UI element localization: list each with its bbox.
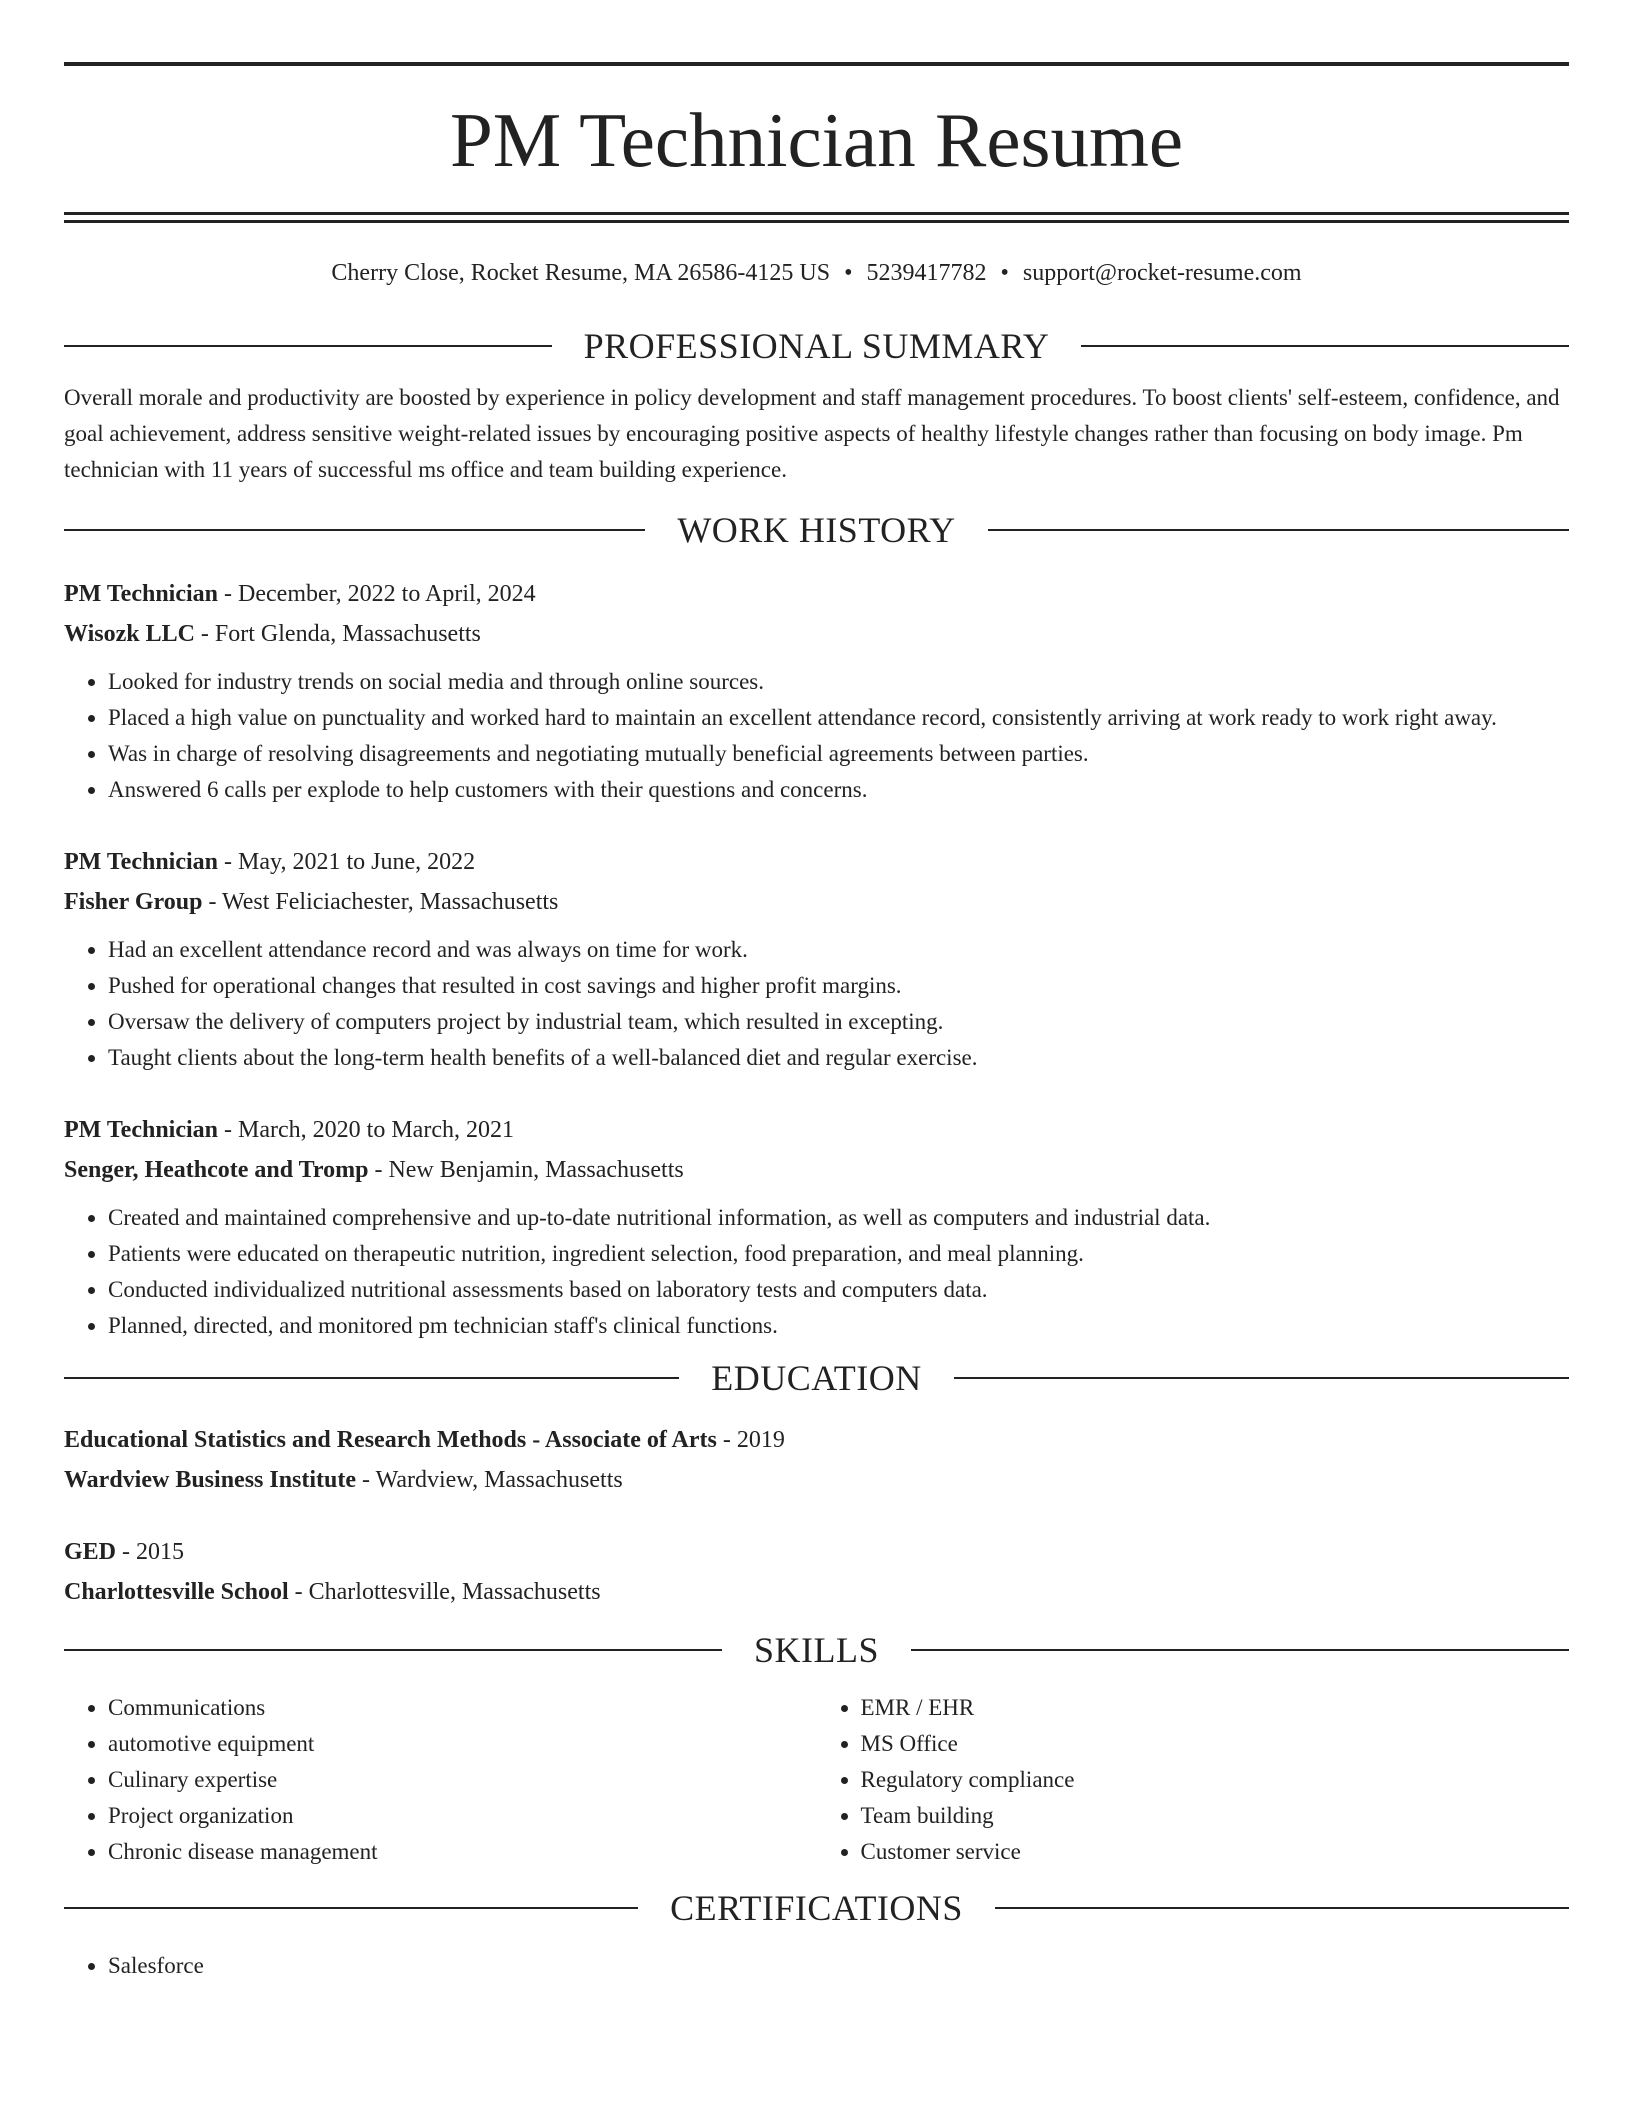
certification-item: • Salesforce: [108, 1948, 1569, 1984]
double-rule: [64, 212, 1569, 223]
job-title: PM Technician: [64, 848, 219, 875]
work-heading: [64, 509, 1569, 550]
heading-rule: [64, 1649, 722, 1651]
education-school-line: [64, 1460, 1569, 1500]
job-bullet: • Oversaw the delivery of computers project by industrial team, which resulted in excepting.: [108, 1004, 1569, 1040]
job-bullet: • Looked for industry trends on social media and through online sources.: [108, 664, 1569, 700]
summary-text: Overall morale and productivity are boosted by experience in policy development and staff management procedures. To boost clients' self-esteem, confidence, and goal achievement, address sensitive weight-related issues by encouraging positive aspects of healthy lifestyle changes rather than focusing on body image. Pm technician with 11 years of successful ms office and team building experience.: [64, 384, 1560, 482]
skills-heading-text: SKILLS: [754, 1629, 880, 1670]
job-bullet: • Placed a high value on punctuality and worked hard to maintain an excellent attendance record, consistently arriving at work ready to work right away.: [108, 700, 1569, 736]
job-bullet: • Answered 6 calls per explode to help customers with their questions and concerns.: [108, 772, 1569, 808]
skills-heading: [64, 1629, 1569, 1670]
education-degree: Educational Statistics and Research Methods - Associate of Arts: [64, 1426, 717, 1453]
skills-columns: [64, 1690, 1569, 1870]
heading-rule: [988, 529, 1569, 531]
contact-line: [64, 259, 1569, 288]
skill-item: • Culinary expertise: [108, 1762, 817, 1798]
job-bullet: • Created and maintained comprehensive and up-to-date nutritional information, as well as computers and industrial data.: [108, 1200, 1569, 1236]
summary-heading: [64, 325, 1569, 366]
job-entry: [64, 574, 1569, 808]
certifications-list: [64, 1948, 1569, 1984]
education-school: Charlottesville School: [64, 1578, 289, 1605]
job-company-line: [64, 882, 1569, 922]
skills-list-right: [817, 1690, 1570, 1870]
skill-item: • Communications: [108, 1690, 817, 1726]
job-bullets: [64, 664, 1569, 808]
job-dates: - December, 2022 to April, 2024: [218, 580, 536, 607]
job-dates: - March, 2020 to March, 2021: [218, 1116, 514, 1143]
job-dates: - May, 2021 to June, 2022: [218, 848, 476, 875]
job-location: - West Feliciachester, Massachusetts: [202, 888, 559, 915]
heading-rule: [1081, 345, 1569, 347]
job-company-line: [64, 1150, 1569, 1190]
resume-title: PM Technician Resume: [449, 97, 1184, 183]
certifications-heading-text: CERTIFICATIONS: [670, 1887, 963, 1928]
job-title-line: [64, 1110, 1569, 1150]
heading-rule: [995, 1907, 1569, 1909]
job-bullets: [64, 1200, 1569, 1344]
heading-rule: [911, 1649, 1569, 1651]
education-year: - 2019: [716, 1426, 785, 1453]
contact-address: Cherry Close, Rocket Resume, MA 26586-4125 US: [331, 260, 831, 286]
skill-item: • Team building: [861, 1798, 1570, 1834]
heading-rule: [954, 1377, 1569, 1379]
job-bullet: • Was in charge of resolving disagreements and negotiating mutually beneficial agreements between parties.: [108, 736, 1569, 772]
education-degree-line: [64, 1532, 1569, 1572]
education-location: - Wardview, Massachusetts: [356, 1466, 623, 1493]
heading-rule: [64, 1377, 679, 1379]
education-degree-line: [64, 1420, 1569, 1460]
contact-separator: •: [844, 260, 853, 286]
skill-item: • Customer service: [861, 1834, 1570, 1870]
education-location: - Charlottesville, Massachusetts: [288, 1578, 601, 1605]
job-company: Wisozk LLC: [64, 620, 195, 647]
skill-item: • Regulatory compliance: [861, 1762, 1570, 1798]
resume-page: [64, 62, 1569, 1984]
job-location: - Fort Glenda, Massachusetts: [194, 620, 481, 647]
heading-rule: [64, 345, 552, 347]
education-entry: [64, 1532, 1569, 1612]
job-bullets: [64, 932, 1569, 1076]
education-school: Wardview Business Institute: [64, 1466, 357, 1493]
contact-separator: •: [1000, 260, 1009, 286]
education-heading: [64, 1357, 1569, 1398]
certifications-heading: [64, 1887, 1569, 1928]
summary-heading-text: PROFESSIONAL SUMMARY: [583, 325, 1050, 366]
contact-email: support@rocket-resume.com: [1022, 260, 1302, 286]
contact-phone: 5239417782: [866, 260, 987, 286]
job-entry: [64, 842, 1569, 1076]
job-company: Fisher Group: [64, 888, 203, 915]
job-company: Senger, Heathcote and Tromp: [64, 1156, 369, 1183]
top-rule: [64, 62, 1569, 66]
job-bullet: • Taught clients about the long-term health benefits of a well-balanced diet and regular exercise.: [108, 1040, 1569, 1076]
job-entry: [64, 1110, 1569, 1344]
work-heading-text: WORK HISTORY: [677, 509, 956, 550]
skill-item: • automotive equipment: [108, 1726, 817, 1762]
skill-item: • Project organization: [108, 1798, 817, 1834]
job-bullet: • Patients were educated on therapeutic nutrition, ingredient selection, food preparation, and meal planning.: [108, 1236, 1569, 1272]
education-year: - 2015: [116, 1538, 185, 1565]
education-entry: [64, 1420, 1569, 1500]
heading-rule: [64, 529, 645, 531]
job-bullet: • Planned, directed, and monitored pm technician staff's clinical functions.: [108, 1308, 1569, 1344]
job-title: PM Technician: [64, 1116, 219, 1143]
heading-rule: [64, 1907, 638, 1909]
skill-item: • EMR / EHR: [861, 1690, 1570, 1726]
job-bullet: • Had an excellent attendance record and was always on time for work.: [108, 932, 1569, 968]
job-bullet: • Pushed for operational changes that resulted in cost savings and higher profit margins.: [108, 968, 1569, 1004]
job-title-line: [64, 842, 1569, 882]
job-title-line: [64, 574, 1569, 614]
education-school-line: [64, 1572, 1569, 1612]
education-degree: GED: [64, 1538, 117, 1565]
job-location: - New Benjamin, Massachusetts: [368, 1156, 684, 1183]
skill-item: • MS Office: [861, 1726, 1570, 1762]
job-bullet: • Conducted individualized nutritional assessments based on laboratory tests and computers data.: [108, 1272, 1569, 1308]
job-company-line: [64, 614, 1569, 654]
job-title: PM Technician: [64, 580, 219, 607]
skill-item: • Chronic disease management: [108, 1834, 817, 1870]
education-heading-text: EDUCATION: [711, 1357, 922, 1398]
skills-list-left: [64, 1690, 817, 1870]
